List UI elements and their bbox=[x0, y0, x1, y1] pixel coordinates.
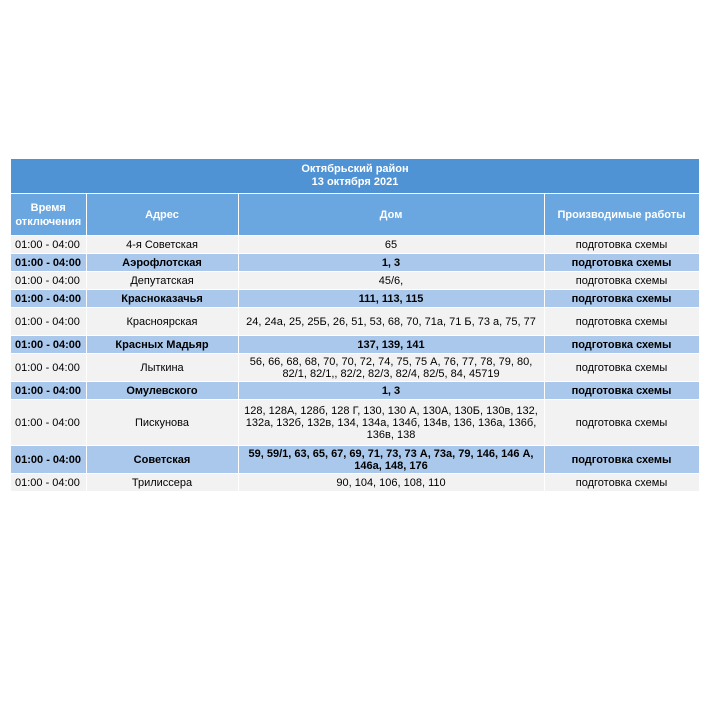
cell-house: 56, 66, 68, 68, 70, 70, 72, 74, 75, 75 А, 76, 77, 78, 79, 80, 82/1, 82/1,, 82/2, 82/3, 82/4, 82/5, 84, 45719 bbox=[238, 354, 544, 382]
column-header-time: Время отключения bbox=[11, 194, 86, 236]
cell-address: 4-я Советская bbox=[86, 236, 238, 254]
cell-address: Советская bbox=[86, 446, 238, 474]
cell-works: подготовка схемы bbox=[544, 254, 699, 272]
table-row bbox=[11, 382, 699, 400]
cell-time: 01:00 - 04:00 bbox=[11, 474, 86, 492]
cell-house: 111, 113, 115 bbox=[238, 290, 544, 308]
column-header-house: Дом bbox=[238, 194, 544, 236]
cell-works: подготовка схемы bbox=[544, 290, 699, 308]
cell-works: подготовка схемы bbox=[544, 336, 699, 354]
cell-works: подготовка схемы bbox=[544, 236, 699, 254]
cell-house: 65 bbox=[238, 236, 544, 254]
cell-works: подготовка схемы bbox=[544, 308, 699, 336]
cell-address: Трилиссера bbox=[86, 474, 238, 492]
cell-house: 24, 24а, 25, 25Б, 26, 51, 53, 68, 70, 71а, 71 Б, 73 а, 75, 77 bbox=[238, 308, 544, 336]
column-header-address: Адрес bbox=[86, 194, 238, 236]
cell-time: 01:00 - 04:00 bbox=[11, 446, 86, 474]
table-row bbox=[11, 272, 699, 290]
cell-address: Лыткина bbox=[86, 354, 238, 382]
cell-time: 01:00 - 04:00 bbox=[11, 336, 86, 354]
cell-time: 01:00 - 04:00 bbox=[11, 236, 86, 254]
table-row bbox=[11, 354, 699, 382]
cell-house: 128, 128А, 128б, 128 Г, 130, 130 А, 130А, 130Б, 130в, 132, 132а, 132б, 132в, 134, 134а, 134б, 134в, 136, 136а, 136б, 136в, 138 bbox=[238, 400, 544, 446]
cell-time: 01:00 - 04:00 bbox=[11, 272, 86, 290]
table-row bbox=[11, 236, 699, 254]
cell-time: 01:00 - 04:00 bbox=[11, 290, 86, 308]
cell-time: 01:00 - 04:00 bbox=[11, 254, 86, 272]
cell-time: 01:00 - 04:00 bbox=[11, 382, 86, 400]
cell-address: Красноказачья bbox=[86, 290, 238, 308]
cell-house: 45/6, bbox=[238, 272, 544, 290]
table-row bbox=[11, 308, 699, 336]
table-row bbox=[11, 474, 699, 492]
cell-works: подготовка схемы bbox=[544, 272, 699, 290]
cell-address: Депутатская bbox=[86, 272, 238, 290]
cell-works: подготовка схемы bbox=[544, 382, 699, 400]
table-title bbox=[11, 159, 699, 194]
schedule-date: 13 октября 2021 bbox=[311, 176, 399, 188]
cell-time: 01:00 - 04:00 bbox=[11, 400, 86, 446]
district-name: Октябрьский район bbox=[301, 163, 409, 175]
cell-time: 01:00 - 04:00 bbox=[11, 354, 86, 382]
table-row bbox=[11, 336, 699, 354]
cell-works: подготовка схемы bbox=[544, 400, 699, 446]
cell-time: 01:00 - 04:00 bbox=[11, 308, 86, 336]
cell-address: Аэрофлотская bbox=[86, 254, 238, 272]
cell-house: 1, 3 bbox=[238, 254, 544, 272]
table-row bbox=[11, 254, 699, 272]
table-row bbox=[11, 446, 699, 474]
cell-works: подготовка схемы bbox=[544, 446, 699, 474]
column-header-works: Производимые работы bbox=[544, 194, 699, 236]
cell-works: подготовка схемы bbox=[544, 474, 699, 492]
table-title-row bbox=[11, 159, 699, 194]
column-header-row bbox=[11, 194, 699, 236]
cell-house: 137, 139, 141 bbox=[238, 336, 544, 354]
cell-works: подготовка схемы bbox=[544, 354, 699, 382]
cell-house: 90, 104, 106, 108, 110 bbox=[238, 474, 544, 492]
cell-address: Красных Мадьяр bbox=[86, 336, 238, 354]
table-row bbox=[11, 290, 699, 308]
table-row bbox=[11, 400, 699, 446]
cell-house: 1, 3 bbox=[238, 382, 544, 400]
cell-address: Красноярская bbox=[86, 308, 238, 336]
cell-address: Пискунова bbox=[86, 400, 238, 446]
outage-schedule-table bbox=[11, 159, 700, 492]
cell-address: Омулевского bbox=[86, 382, 238, 400]
cell-house: 59, 59/1, 63, 65, 67, 69, 71, 73, 73 А, 73а, 79, 146, 146 А, 146а, 148, 176 bbox=[238, 446, 544, 474]
